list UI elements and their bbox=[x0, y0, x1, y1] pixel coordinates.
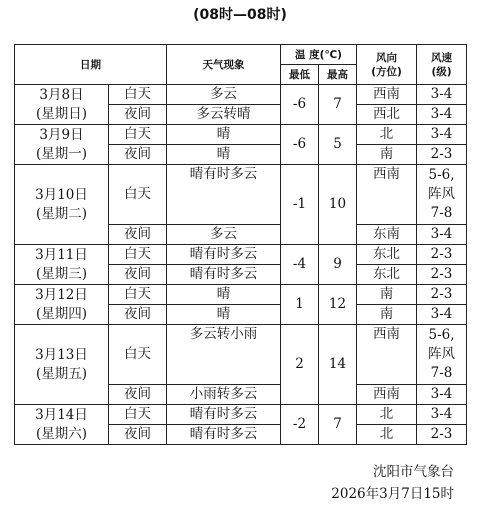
temp-min: -4 bbox=[281, 245, 319, 285]
day-wind-direction: 西南 bbox=[357, 85, 417, 105]
date-label: 3月9日 bbox=[39, 126, 84, 143]
forecast-day-row bbox=[15, 285, 467, 305]
date-label: 3月12日 bbox=[35, 286, 88, 303]
forecast-day-row bbox=[15, 245, 467, 265]
period-night-label: 夜间 bbox=[109, 265, 167, 285]
period-day-label: 白天 bbox=[109, 325, 167, 385]
date-label: 3月8日 bbox=[39, 86, 84, 103]
period-day-label: 白天 bbox=[109, 405, 167, 425]
page-title: (08时—08时) bbox=[193, 7, 287, 23]
temp-max: 9 bbox=[319, 245, 357, 285]
day-wind-direction: 北 bbox=[357, 125, 417, 145]
night-wind-direction: 北 bbox=[357, 425, 417, 445]
night-wind-direction: 南 bbox=[357, 305, 417, 325]
day-weather: 晴 bbox=[167, 285, 281, 305]
night-wind-speed: 3-4 bbox=[417, 105, 467, 125]
date-cell bbox=[15, 285, 109, 325]
day-weather: 晴 bbox=[167, 125, 281, 145]
temp-min: 2 bbox=[281, 325, 319, 405]
day-weather: 多云 bbox=[167, 85, 281, 105]
date-label: 3月11日 bbox=[35, 246, 88, 263]
day-wind-speed: 3-4 bbox=[417, 85, 467, 105]
period-night-label: 夜间 bbox=[109, 145, 167, 165]
day-weather: 晴有时多云 bbox=[167, 405, 281, 425]
forecast-day-row bbox=[15, 405, 467, 425]
issue-time: 2026年3月7日15时 bbox=[331, 486, 454, 502]
issuer-name: 沈阳市气象台 bbox=[373, 464, 454, 480]
temp-min: -6 bbox=[281, 85, 319, 125]
period-day-label: 白天 bbox=[109, 85, 167, 105]
forecast-day-row bbox=[15, 85, 467, 105]
day-weather: 晴有时多云 bbox=[167, 245, 281, 265]
forecast-table bbox=[14, 44, 467, 445]
weekday-label: (星期三) bbox=[35, 265, 88, 282]
night-wind-direction: 西北 bbox=[357, 105, 417, 125]
day-wind-speed: 5-6, 阵风 7-8 bbox=[417, 165, 467, 225]
night-wind-direction: 西南 bbox=[357, 385, 417, 405]
weekday-label: (星期六) bbox=[35, 425, 88, 442]
date-label: 3月14日 bbox=[35, 406, 88, 423]
period-night-label: 夜间 bbox=[109, 105, 167, 125]
header-weather: 天气现象 bbox=[167, 45, 281, 85]
forecast-body bbox=[15, 85, 467, 445]
night-wind-speed: 3-4 bbox=[417, 385, 467, 405]
day-wind-speed: 3-4 bbox=[417, 405, 467, 425]
date-cell bbox=[15, 405, 109, 445]
weekday-label: (星期日) bbox=[35, 105, 88, 122]
night-weather: 小雨转多云 bbox=[167, 385, 281, 405]
date-label: 3月10日 bbox=[35, 186, 88, 203]
period-day-label: 白天 bbox=[109, 285, 167, 305]
night-weather: 晴 bbox=[167, 145, 281, 165]
night-wind-speed: 2-3 bbox=[417, 265, 467, 285]
header-wind-direction: 风向 (方位) bbox=[357, 45, 417, 85]
temp-max: 12 bbox=[319, 285, 357, 325]
night-wind-direction: 南 bbox=[357, 145, 417, 165]
date-cell bbox=[15, 325, 109, 405]
day-wind-direction: 西南 bbox=[357, 325, 417, 385]
forecast-day-row bbox=[15, 125, 467, 145]
temp-max: 10 bbox=[319, 165, 357, 245]
temp-min: -6 bbox=[281, 125, 319, 165]
day-weather: 晴有时多云 bbox=[167, 165, 281, 225]
temp-max: 5 bbox=[319, 125, 357, 165]
weekday-label: (星期五) bbox=[35, 365, 88, 382]
temp-max: 7 bbox=[319, 85, 357, 125]
night-weather: 晴 bbox=[167, 305, 281, 325]
temp-min: 1 bbox=[281, 285, 319, 325]
date-cell bbox=[15, 165, 109, 245]
weekday-label: (星期一) bbox=[35, 145, 88, 162]
day-wind-direction: 西南 bbox=[357, 165, 417, 225]
day-wind-speed: 2-3 bbox=[417, 245, 467, 265]
period-night-label: 夜间 bbox=[109, 425, 167, 445]
header-temp-max: 最高 bbox=[319, 65, 357, 85]
day-wind-direction: 南 bbox=[357, 285, 417, 305]
date-cell bbox=[15, 85, 109, 125]
period-day-label: 白天 bbox=[109, 245, 167, 265]
temp-max: 7 bbox=[319, 405, 357, 445]
temp-min: -1 bbox=[281, 165, 319, 245]
night-wind-speed: 2-3 bbox=[417, 425, 467, 445]
header-wind-speed: 风速 (级) bbox=[417, 45, 467, 85]
weekday-label: (星期二) bbox=[35, 205, 88, 222]
day-wind-speed: 3-4 bbox=[417, 125, 467, 145]
header-date: 日期 bbox=[15, 45, 167, 85]
night-wind-direction: 东北 bbox=[357, 265, 417, 285]
date-label: 3月13日 bbox=[35, 346, 88, 363]
day-weather: 多云转小雨 bbox=[167, 325, 281, 385]
forecast-day-row bbox=[15, 325, 467, 385]
night-wind-speed: 3-4 bbox=[417, 225, 467, 245]
weekday-label: (星期四) bbox=[35, 305, 88, 322]
period-night-label: 夜间 bbox=[109, 225, 167, 245]
date-cell bbox=[15, 125, 109, 165]
period-day-label: 白天 bbox=[109, 125, 167, 145]
temp-max: 14 bbox=[319, 325, 357, 405]
night-wind-speed: 2-3 bbox=[417, 145, 467, 165]
day-wind-speed: 5-6, 阵风 7-8 bbox=[417, 325, 467, 385]
header-temperature: 温 度(℃) bbox=[281, 45, 357, 65]
header-temp-min: 最低 bbox=[281, 65, 319, 85]
night-weather: 晴有时多云 bbox=[167, 425, 281, 445]
period-night-label: 夜间 bbox=[109, 385, 167, 405]
temp-min: -2 bbox=[281, 405, 319, 445]
night-weather: 多云 bbox=[167, 225, 281, 245]
night-weather: 多云转晴 bbox=[167, 105, 281, 125]
night-wind-direction: 东南 bbox=[357, 225, 417, 245]
night-wind-speed: 3-4 bbox=[417, 305, 467, 325]
day-wind-direction: 东北 bbox=[357, 245, 417, 265]
date-cell bbox=[15, 245, 109, 285]
period-day-label: 白天 bbox=[109, 165, 167, 225]
period-night-label: 夜间 bbox=[109, 305, 167, 325]
day-wind-direction: 北 bbox=[357, 405, 417, 425]
forecast-day-row bbox=[15, 165, 467, 225]
night-weather: 晴有时多云 bbox=[167, 265, 281, 285]
day-wind-speed: 2-3 bbox=[417, 285, 467, 305]
